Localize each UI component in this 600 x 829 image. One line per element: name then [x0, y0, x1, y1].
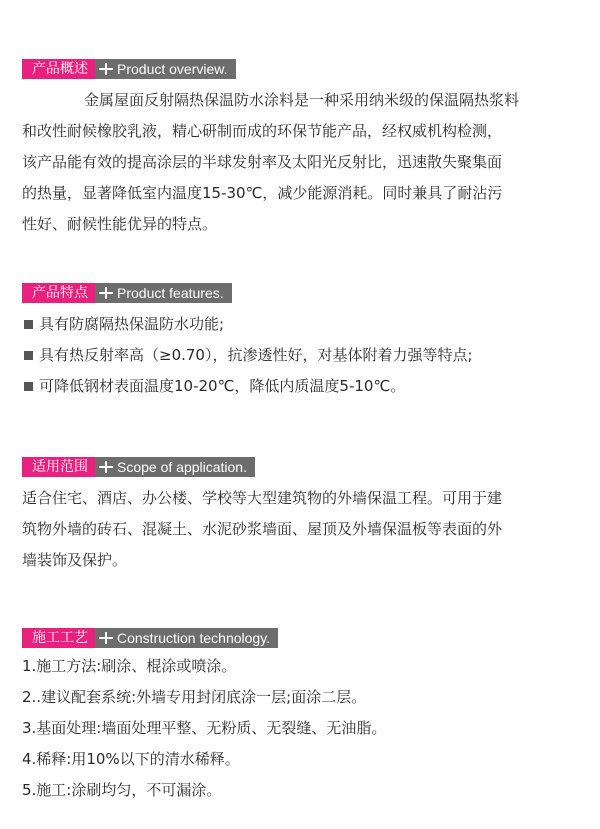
section-overview [22, 59, 580, 240]
feature-item: 可降低钢材表面温度10-20℃，降低内质温度5-10℃。 [22, 371, 580, 402]
overview-header [22, 59, 580, 79]
feature-item: 具有防腐隔热保温防水功能; [22, 309, 580, 340]
overview-line: 性好、耐候性能优异的特点。 [22, 215, 218, 233]
section-features [22, 283, 580, 402]
overview-line: 该产品能有效的提高涂层的半球发射率及太阳光反射比，迅速散失聚集面 [22, 153, 503, 171]
section-construction [22, 628, 580, 806]
plus-divider-icon [95, 283, 117, 303]
overview-text [22, 79, 580, 240]
square-bullet-icon [24, 320, 33, 329]
plus-divider-icon [95, 628, 117, 648]
application-title-cn: 适用范围 [22, 457, 95, 477]
construction-title-en: Construction technology. [117, 628, 278, 648]
feature-item: 具有热反射率高（≥0.70），抗渗透性好，对基体附着力强等特点; [22, 340, 580, 371]
application-header [22, 457, 580, 477]
features-list [22, 303, 580, 402]
features-header [22, 283, 580, 303]
overview-line: 金属屋面反射隔热保温防水涂料是一种采用纳米级的保温隔热浆料 [84, 91, 520, 109]
section-application [22, 457, 580, 576]
application-line: 适合住宅、酒店、办公楼、学校等大型建筑物的外墙保温工程。可用于建 [22, 489, 503, 507]
square-bullet-icon [24, 382, 33, 391]
construction-title-cn: 施工工艺 [22, 628, 95, 648]
features-title-cn: 产品特点 [22, 283, 95, 303]
construction-item: 5.施工:涂刷均匀，不可漏涂。 [22, 781, 222, 799]
application-text [22, 477, 580, 576]
application-line: 墙装饰及保护。 [22, 551, 128, 569]
overview-title-en: Product overview. [117, 59, 236, 79]
construction-item: 1.施工方法:刷涂、棍涂或喷涂。 [22, 657, 237, 675]
construction-header [22, 628, 580, 648]
plus-divider-icon [95, 59, 117, 79]
overview-line: 的热量，显著降低室内温度15-30℃，减少能源消耗。同时兼具了耐沾污 [22, 184, 503, 202]
overview-line: 和改性耐候橡胶乳液，精心研制而成的环保节能产品，经权威机构检测， [22, 122, 503, 140]
overview-title-cn: 产品概述 [22, 59, 95, 79]
construction-item: 2..建议配套系统:外墙专用封闭底涂一层;面涂二层。 [22, 688, 367, 706]
construction-item: 4.稀释:用10%以下的清水稀释。 [22, 750, 240, 768]
features-title-en: Product features. [117, 283, 232, 303]
construction-item: 3.基面处理:墙面处理平整、无粉质、无裂缝、无油脂。 [22, 719, 387, 737]
application-title-en: Scope of application. [117, 457, 255, 477]
application-line: 筑物外墙的砖石、混凝土、水泥砂浆墙面、屋顶及外墙保温板等表面的外 [22, 520, 503, 538]
construction-list [22, 648, 580, 806]
plus-divider-icon [95, 457, 117, 477]
square-bullet-icon [24, 351, 33, 360]
